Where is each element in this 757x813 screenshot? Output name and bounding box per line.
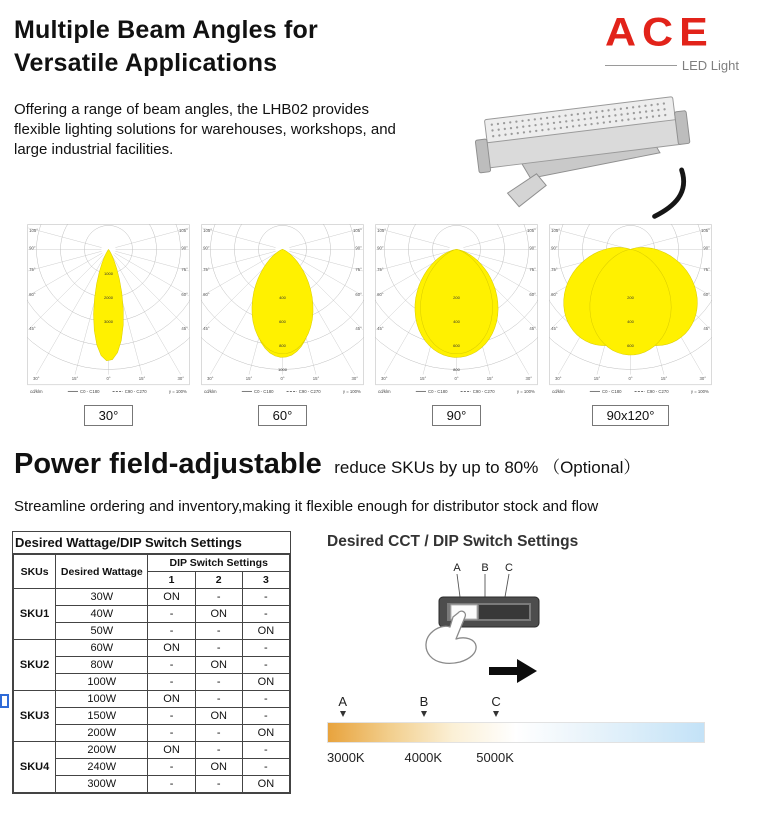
wattage-cell: 30W bbox=[56, 589, 148, 606]
svg-text:105°: 105° bbox=[701, 228, 710, 234]
header-section bbox=[0, 0, 757, 222]
svg-text:400: 400 bbox=[279, 294, 286, 300]
switch-label-b: B bbox=[481, 562, 489, 574]
dip-cell: - bbox=[242, 589, 289, 606]
svg-text:15°: 15° bbox=[71, 376, 79, 382]
dip-cell: ON bbox=[148, 589, 195, 606]
page-title-line1: Multiple Beam Angles for bbox=[14, 16, 318, 44]
svg-text:C0 - C180: C0 - C180 bbox=[254, 388, 274, 394]
sku-cell: SKU3 bbox=[14, 691, 56, 742]
table-row bbox=[14, 674, 290, 691]
beam-angle-label: 30° bbox=[84, 405, 134, 426]
dip-cell: - bbox=[195, 776, 242, 793]
header-right-block bbox=[416, 10, 743, 222]
dip-cell: - bbox=[242, 657, 289, 674]
svg-text:C0 - C180: C0 - C180 bbox=[602, 388, 622, 394]
cct-marker-a-label: A bbox=[338, 694, 347, 709]
photometric-diagram-90 bbox=[375, 224, 538, 401]
svg-text:90°: 90° bbox=[529, 245, 536, 251]
table-row bbox=[14, 691, 290, 708]
down-arrow-icon bbox=[421, 711, 427, 717]
svg-text:C90 - C270: C90 - C270 bbox=[124, 388, 147, 394]
svg-text:C0 - C180: C0 - C180 bbox=[80, 388, 100, 394]
svg-text:75°: 75° bbox=[181, 266, 188, 272]
svg-text:60°: 60° bbox=[355, 291, 362, 297]
svg-text:30°: 30° bbox=[525, 376, 532, 382]
dip-cell: - bbox=[242, 759, 289, 776]
wattage-dip-table bbox=[12, 531, 291, 794]
svg-text:45°: 45° bbox=[203, 325, 210, 331]
switch-guide-line-c bbox=[505, 574, 509, 597]
photometric-panel-30 bbox=[27, 224, 190, 401]
svg-text:30°: 30° bbox=[177, 376, 184, 382]
sku-cell: SKU1 bbox=[14, 589, 56, 640]
cct-section bbox=[327, 531, 745, 794]
svg-text:cd/klm: cd/klm bbox=[30, 388, 43, 394]
dip-cell: - bbox=[242, 708, 289, 725]
photometric-diagram-30 bbox=[27, 224, 190, 401]
svg-text:30°: 30° bbox=[351, 376, 358, 382]
photometric-panel-60 bbox=[201, 224, 364, 401]
cct-marker-a bbox=[338, 695, 347, 717]
cct-temp-4000k: 4000K bbox=[404, 750, 443, 765]
cct-marker-b-label: B bbox=[419, 694, 429, 709]
cct-marker-b bbox=[420, 695, 429, 717]
col-header-dip: DIP Switch Settings bbox=[148, 555, 290, 572]
dip-col-2: 2 bbox=[195, 572, 242, 589]
wattage-cell: 150W bbox=[56, 708, 148, 725]
dip-cell: ON bbox=[242, 725, 289, 742]
product-mounting-foot bbox=[508, 174, 547, 207]
power-section-title: Power field-adjustable bbox=[14, 448, 322, 480]
svg-text:15°: 15° bbox=[486, 376, 494, 382]
svg-text:105°: 105° bbox=[551, 228, 560, 234]
dip-cell: - bbox=[148, 708, 195, 725]
down-arrow-icon bbox=[493, 711, 499, 717]
svg-text:30°: 30° bbox=[33, 376, 40, 382]
svg-text:0°: 0° bbox=[628, 376, 633, 382]
svg-text:15°: 15° bbox=[312, 376, 320, 382]
svg-text:105°: 105° bbox=[179, 228, 188, 234]
svg-text:60°: 60° bbox=[551, 291, 558, 297]
svg-text:30°: 30° bbox=[207, 376, 214, 382]
svg-text:γ = 100%: γ = 100% bbox=[168, 388, 187, 394]
svg-text:0°: 0° bbox=[106, 376, 111, 382]
svg-text:0°: 0° bbox=[280, 376, 285, 382]
svg-text:600: 600 bbox=[453, 342, 460, 348]
cct-marker-c-label: C bbox=[491, 694, 501, 709]
dip-cell: - bbox=[242, 691, 289, 708]
brand-name: ACE bbox=[605, 10, 714, 55]
svg-text:cd/klm: cd/klm bbox=[204, 388, 217, 394]
svg-text:C90 - C270: C90 - C270 bbox=[646, 388, 669, 394]
svg-text:γ = 100%: γ = 100% bbox=[342, 388, 361, 394]
svg-text:45°: 45° bbox=[529, 325, 536, 331]
svg-text:75°: 75° bbox=[355, 266, 362, 272]
bottom-section bbox=[0, 531, 757, 794]
power-heading-row bbox=[14, 448, 743, 481]
cct-section-title: Desired CCT / DIP Switch Settings bbox=[327, 533, 579, 550]
table-row bbox=[14, 606, 290, 623]
table-row bbox=[14, 708, 290, 725]
svg-text:400: 400 bbox=[627, 318, 634, 324]
svg-text:75°: 75° bbox=[529, 266, 536, 272]
svg-text:105°: 105° bbox=[353, 228, 362, 234]
svg-text:60°: 60° bbox=[377, 291, 384, 297]
svg-text:60°: 60° bbox=[181, 291, 188, 297]
svg-text:75°: 75° bbox=[29, 266, 36, 272]
dip-cell: - bbox=[148, 759, 195, 776]
table-row bbox=[14, 623, 290, 640]
power-section-subtitle: reduce SKUs by up to 80% （Optional） bbox=[334, 458, 641, 477]
svg-text:0°: 0° bbox=[454, 376, 459, 382]
svg-text:60°: 60° bbox=[703, 291, 710, 297]
svg-text:30°: 30° bbox=[699, 376, 706, 382]
logo-divider-line bbox=[605, 65, 677, 66]
dip-cell: ON bbox=[148, 691, 195, 708]
dip-cell: ON bbox=[148, 742, 195, 759]
wattage-cell: 200W bbox=[56, 742, 148, 759]
svg-text:75°: 75° bbox=[551, 266, 558, 272]
cct-gradient-bar bbox=[327, 722, 705, 743]
svg-text:30°: 30° bbox=[381, 376, 388, 382]
beam-angle-cell bbox=[375, 405, 538, 426]
photometric-panel-90 bbox=[375, 224, 538, 401]
table-row bbox=[14, 725, 290, 742]
table-row bbox=[14, 640, 290, 657]
wattage-cell: 60W bbox=[56, 640, 148, 657]
selection-artifact bbox=[0, 694, 9, 708]
table-row bbox=[14, 759, 290, 776]
svg-text:cd/klm: cd/klm bbox=[378, 388, 391, 394]
beam-angle-cell bbox=[201, 405, 364, 426]
dip-cell: - bbox=[148, 725, 195, 742]
svg-text:105°: 105° bbox=[203, 228, 212, 234]
svg-text:45°: 45° bbox=[355, 325, 362, 331]
wattage-cell: 40W bbox=[56, 606, 148, 623]
beam-angle-cell bbox=[549, 405, 712, 426]
svg-text:90°: 90° bbox=[181, 245, 188, 251]
dip-cell: - bbox=[195, 589, 242, 606]
wattage-cell: 50W bbox=[56, 623, 148, 640]
page-title-line2: Versatile Applications bbox=[14, 49, 278, 77]
slide-direction-arrow-icon bbox=[489, 659, 537, 683]
svg-text:3000: 3000 bbox=[103, 318, 114, 324]
dip-cell: - bbox=[148, 606, 195, 623]
svg-text:105°: 105° bbox=[527, 228, 536, 234]
dip-cell: ON bbox=[242, 674, 289, 691]
svg-text:90°: 90° bbox=[703, 245, 710, 251]
svg-text:γ = 100%: γ = 100% bbox=[516, 388, 535, 394]
svg-text:60°: 60° bbox=[29, 291, 36, 297]
svg-text:15°: 15° bbox=[419, 376, 427, 382]
dip-cell: - bbox=[148, 776, 195, 793]
svg-text:1000: 1000 bbox=[277, 366, 288, 372]
wattage-table-title: Desired Wattage/DIP Switch Settings bbox=[13, 532, 290, 554]
dip-cell: - bbox=[148, 657, 195, 674]
wattage-cell: 240W bbox=[56, 759, 148, 776]
svg-text:C90 - C270: C90 - C270 bbox=[298, 388, 321, 394]
svg-text:15°: 15° bbox=[660, 376, 668, 382]
wattage-cell: 100W bbox=[56, 691, 148, 708]
svg-text:15°: 15° bbox=[593, 376, 601, 382]
svg-text:600: 600 bbox=[627, 342, 634, 348]
svg-text:600: 600 bbox=[279, 318, 286, 324]
svg-text:1000: 1000 bbox=[103, 270, 114, 276]
cct-temp-3000k: 3000K bbox=[327, 750, 365, 765]
page-title bbox=[14, 14, 416, 80]
beam-angle-label: 90° bbox=[432, 405, 482, 426]
svg-text:90°: 90° bbox=[551, 245, 558, 251]
dip-cell: - bbox=[148, 623, 195, 640]
svg-text:γ = 100%: γ = 100% bbox=[690, 388, 709, 394]
dip-cell: ON bbox=[242, 623, 289, 640]
dip-cell: - bbox=[195, 725, 242, 742]
dip-cell: ON bbox=[195, 708, 242, 725]
switch-label-a: A bbox=[453, 562, 461, 574]
dip-cell: ON bbox=[195, 606, 242, 623]
product-image bbox=[463, 79, 701, 222]
svg-text:60°: 60° bbox=[203, 291, 210, 297]
dip-cell: ON bbox=[195, 759, 242, 776]
col-header-skus: SKUs bbox=[14, 555, 56, 589]
svg-text:2000: 2000 bbox=[103, 294, 114, 300]
brand-tagline: LED Light bbox=[681, 57, 739, 73]
svg-text:75°: 75° bbox=[377, 266, 384, 272]
beam-angle-cell bbox=[27, 405, 190, 426]
brand-logo bbox=[605, 10, 739, 73]
dip-col-1: 1 bbox=[148, 572, 195, 589]
table-row bbox=[14, 742, 290, 759]
svg-text:200: 200 bbox=[453, 294, 460, 300]
svg-text:C0 - C180: C0 - C180 bbox=[428, 388, 448, 394]
dip-cell: ON bbox=[242, 776, 289, 793]
svg-text:C90 - C270: C90 - C270 bbox=[472, 388, 495, 394]
svg-text:90°: 90° bbox=[377, 245, 384, 251]
beam-angle-label: 90x120° bbox=[592, 405, 670, 426]
switch-track bbox=[479, 605, 529, 619]
sku-cell: SKU4 bbox=[14, 742, 56, 793]
switch-label-c: C bbox=[505, 562, 513, 574]
wattage-cell: 80W bbox=[56, 657, 148, 674]
svg-text:cd/klm: cd/klm bbox=[552, 388, 565, 394]
table-header-row bbox=[14, 555, 290, 572]
col-header-wattage: Desired Wattage bbox=[56, 555, 148, 589]
dip-cell: - bbox=[195, 691, 242, 708]
dip-cell: - bbox=[148, 674, 195, 691]
dip-cell: - bbox=[195, 742, 242, 759]
wattage-cell: 100W bbox=[56, 674, 148, 691]
table-row bbox=[14, 657, 290, 674]
power-section bbox=[0, 448, 757, 515]
product-cable bbox=[655, 170, 684, 216]
svg-text:45°: 45° bbox=[181, 325, 188, 331]
down-arrow-icon bbox=[340, 711, 346, 717]
svg-text:30°: 30° bbox=[555, 376, 562, 382]
cct-gradient-block bbox=[327, 695, 705, 767]
cct-temp-5000k: 5000K bbox=[476, 750, 514, 765]
wattage-cell: 300W bbox=[56, 776, 148, 793]
header-text-block bbox=[14, 14, 416, 222]
wattage-cell: 200W bbox=[56, 725, 148, 742]
dip-switch-diagram bbox=[385, 559, 595, 691]
svg-text:45°: 45° bbox=[29, 325, 36, 331]
beam-angle-label: 60° bbox=[258, 405, 308, 426]
svg-text:45°: 45° bbox=[703, 325, 710, 331]
beam-angle-labels-row bbox=[0, 405, 757, 426]
svg-text:75°: 75° bbox=[703, 266, 710, 272]
svg-text:90°: 90° bbox=[355, 245, 362, 251]
photometric-diagram-60 bbox=[201, 224, 364, 401]
cct-marker-c bbox=[491, 695, 500, 717]
svg-text:15°: 15° bbox=[245, 376, 253, 382]
table-row bbox=[14, 589, 290, 606]
dip-cell: ON bbox=[195, 657, 242, 674]
svg-text:60°: 60° bbox=[529, 291, 536, 297]
svg-text:45°: 45° bbox=[551, 325, 558, 331]
svg-text:90°: 90° bbox=[203, 245, 210, 251]
svg-text:75°: 75° bbox=[203, 266, 210, 272]
dip-cell: - bbox=[242, 640, 289, 657]
dip-cell: - bbox=[195, 674, 242, 691]
svg-text:200: 200 bbox=[627, 294, 634, 300]
svg-text:400: 400 bbox=[453, 318, 460, 324]
dip-cell: - bbox=[242, 742, 289, 759]
svg-text:800: 800 bbox=[453, 366, 460, 372]
photometric-diagram-90x120 bbox=[549, 224, 712, 401]
dip-cell: - bbox=[242, 606, 289, 623]
svg-text:105°: 105° bbox=[29, 228, 38, 234]
table-row bbox=[14, 776, 290, 793]
dip-cell: ON bbox=[148, 640, 195, 657]
photometric-panel-90x120 bbox=[549, 224, 712, 401]
sku-cell: SKU2 bbox=[14, 640, 56, 691]
brand-tagline-row bbox=[605, 58, 739, 73]
dip-cell: - bbox=[195, 640, 242, 657]
svg-text:105°: 105° bbox=[377, 228, 386, 234]
svg-text:800: 800 bbox=[279, 342, 286, 348]
dip-col-3: 3 bbox=[242, 572, 289, 589]
photometric-diagrams-row bbox=[0, 224, 757, 401]
switch-guide-line-a bbox=[457, 574, 460, 597]
svg-text:90°: 90° bbox=[29, 245, 36, 251]
intro-paragraph: Offering a range of beam angles, the LHB02 provides flexible lighting solutions for warehouses, workshops, and large industrial facilities. bbox=[14, 101, 396, 158]
dip-cell: - bbox=[195, 623, 242, 640]
svg-text:15°: 15° bbox=[138, 376, 146, 382]
svg-text:45°: 45° bbox=[377, 325, 384, 331]
power-section-description: Streamline ordering and inventory,making it flexible enough for distributor stock and flow bbox=[14, 498, 599, 515]
